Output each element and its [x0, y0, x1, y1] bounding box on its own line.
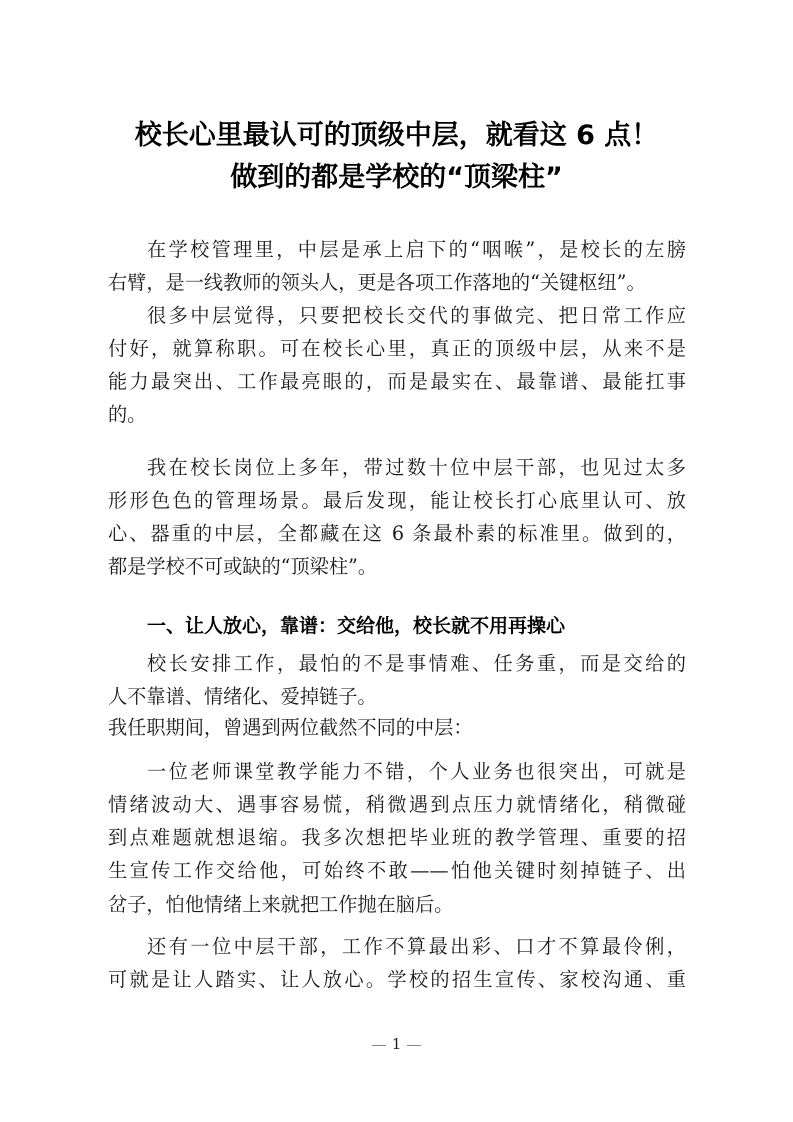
paragraph-line: 付好，就算称职。可在校长心里，真正的顶级中层，从来不是 — [108, 337, 686, 360]
paragraph-line: 的。 — [108, 403, 147, 426]
paragraph-line: 还有一位中层干部，工作不算最出彩、口才不算最伶俐， — [147, 935, 686, 958]
paragraph-line: 人不靠谱、情绪化、爱掉链子。 — [108, 685, 377, 708]
paragraph-line: 很多中层觉得，只要把校长交代的事做完、把日常工作应 — [147, 304, 686, 327]
paragraph-line: 都是学校不可或缺的“顶梁柱”。 — [108, 555, 378, 578]
paragraph-line: 我任职期间，曾遇到两位截然不同的中层： — [108, 716, 473, 739]
paragraph-line: 能力最突出、工作最亮眼的，而是最实在、最靠谱、最能扛事 — [108, 370, 686, 393]
page-number-dash-right — [407, 1045, 421, 1046]
page-number-value: 1 — [391, 1035, 402, 1053]
paragraph-line: 在学校管理里，中层是承上启下的“咽喉”，是校长的左膀 — [147, 238, 686, 261]
paragraph-line: 我在校长岗位上多年，带过数十位中层干部，也见过太多 — [147, 456, 686, 479]
paragraph-line: 岔子，怕他情绪上来就把工作抛在脑后。 — [108, 893, 454, 916]
paragraph-line: 到点难题就想退缩。我多次想把毕业班的教学管理、重要的招 — [108, 826, 686, 849]
paragraph-line: 情绪波动大、遇事容易慌，稍微遇到点压力就情绪化，稍微碰 — [108, 793, 686, 816]
document-title-line-2: 做到的都是学校的“顶梁柱” — [230, 162, 563, 193]
page-number-dash-left — [372, 1045, 386, 1046]
document-title-line-1: 校长心里最认可的顶级中层，就看这 6 点！ — [134, 120, 659, 151]
section-heading: 一、让人放心，靠谱：交给他，校长就不用再操心 — [147, 615, 566, 637]
paragraph-line: 右臂，是一线教师的领头人，更是各项工作落地的“关键枢纽”。 — [108, 271, 646, 294]
paragraph-line: 一位老师课堂教学能力不错，个人业务也很突出，可就是 — [147, 760, 686, 783]
paragraph-line: 校长安排工作，最怕的不是事情难、任务重，而是交给的 — [147, 652, 686, 675]
page-number — [0, 1035, 793, 1053]
paragraph-line: 形形色色的管理场景。最后发现，能让校长打心底里认可、放 — [108, 489, 686, 512]
paragraph-line: 可就是让人踏实、让人放心。学校的招生宣传、家校沟通、重 — [108, 968, 686, 991]
paragraph-line: 生宣传工作交给他，可始终不敢——怕他关键时刻掉链子、出 — [108, 859, 686, 882]
paragraph-line: 心、器重的中层，全都藏在这 6 条最朴素的标准里。做到的， — [108, 522, 686, 545]
